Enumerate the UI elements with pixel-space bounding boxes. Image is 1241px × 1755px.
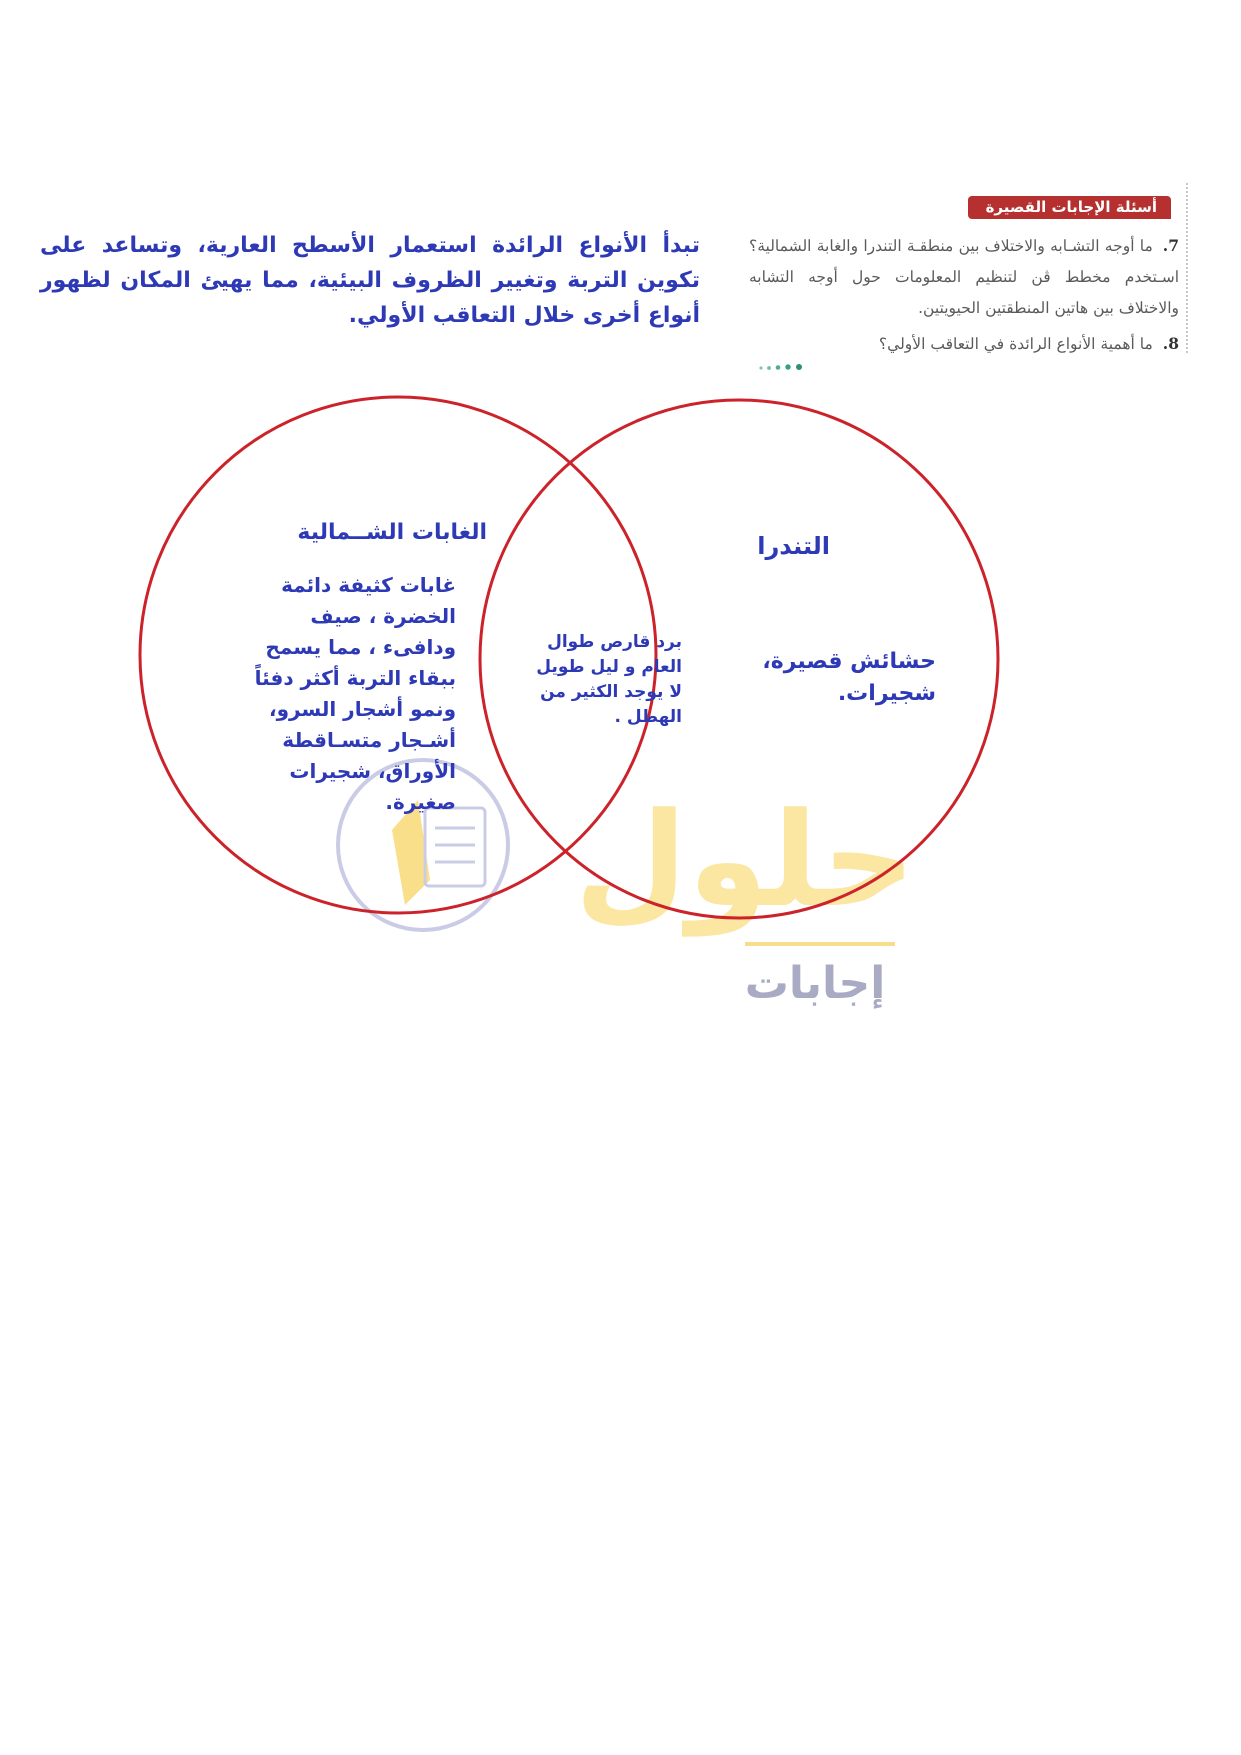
question-8-text: ما أهمية الأنواع الرائدة في التعاقب الأولي؟ bbox=[878, 335, 1153, 353]
venn-left-body: غابات كثيفة دائمة الخضرة ، صيف ودافىء ، مما يسمح ببقاء التربة أكثر دفئاً ونمو أشجار السرو، أشـجار متسـاقطة الأوراق، شجيرات صغيرة. bbox=[254, 573, 456, 814]
watermark-logo-text: حلول bbox=[574, 784, 916, 936]
question-7-text: ما أوجه التشـابه والاختلاف بين منطقـة التندرا والغابة الشمالية؟ اسـتخدم مخطط ڤن لتنظيم المعلومات حول أوجه التشابه والاختلاف بين هاتين المنطقتين الحيويتين. bbox=[749, 237, 1179, 317]
watermark-paper-icon bbox=[425, 808, 485, 886]
venn-left-title: الغابات الشــمالية bbox=[297, 520, 487, 545]
question-7-number: 7. bbox=[1162, 236, 1179, 255]
venn-right-body: حشائش قصيرة، شجيرات. bbox=[762, 649, 936, 706]
watermark-subtext: إجابات bbox=[744, 958, 886, 1009]
question-8-number: 8. bbox=[1162, 334, 1179, 353]
question-section-header: أسئلة الإجابات القصيرة bbox=[968, 196, 1171, 219]
venn-right-title: التندرا bbox=[757, 532, 830, 560]
venn-middle-body: برد قارص طوال العام و ليل طويل لا يوجد الكثير من الهطل . bbox=[536, 632, 682, 727]
watermark-underline bbox=[745, 942, 895, 946]
answer-paragraph: تبدأ الأنواع الرائدة استعمار الأسطح العارية، وتساعد على تكوين التربة وتغيير الظروف البيئية، مما يهيئ المكان لظهور أنواع أخرى خلال التعاقب الأولي. bbox=[40, 233, 700, 328]
